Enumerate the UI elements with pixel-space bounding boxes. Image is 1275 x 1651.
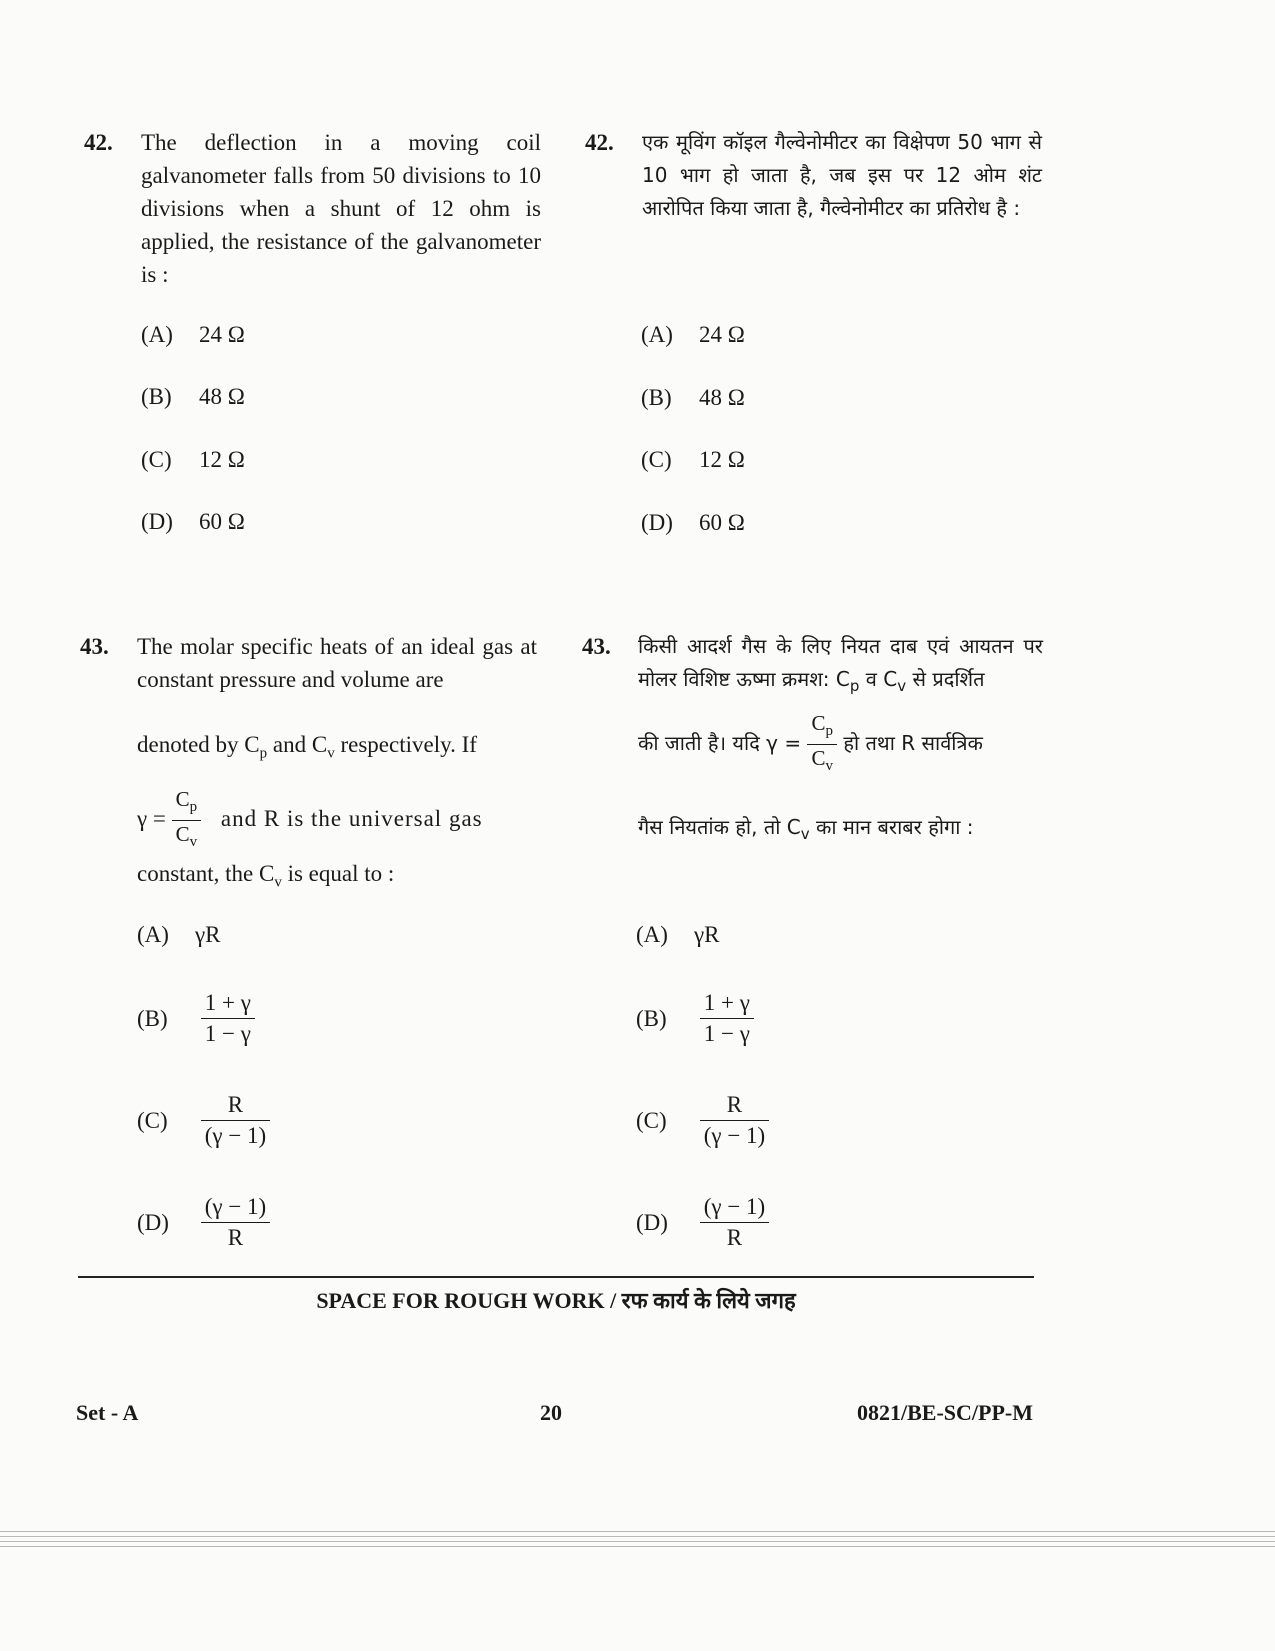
q43-question-line1-hi: किसी आदर्श गैस के लिए नियत दाब एवं आयतन पर मोलर विशिष्ट ऊष्मा क्रमश: $C_p$ व $C_v$ से प्रदर्शित <box>638 634 1043 695</box>
paper-code: 0821/BE-SC/PP-M <box>857 1400 1033 1425</box>
q42-number-hi: 42. <box>585 130 614 155</box>
q43-question-line1-en: The molar specific heats of an ideal gas at constant pressure and volume are <box>137 634 537 692</box>
q43-option-a-en: (A) γR <box>137 922 221 947</box>
q42-option-d-en: (D) 60 Ω <box>141 509 245 534</box>
q43-number-hi: 43. <box>582 634 611 659</box>
gamma-fraction-en: $\frac{C_p}{C_v}$ <box>172 788 202 853</box>
q42-question-en: The deflection in a moving coil galvanometer falls from 50 divisions to 10 divisions when a shunt of 12 ohm is applied, the resistance of the galvanometer is : <box>141 130 541 287</box>
q43-question-line4-en: constant, the $C_v$ is equal to : <box>137 861 395 891</box>
q42-option-c-hi: (C) 12 Ω <box>641 447 745 472</box>
q42-question-hi: एक मूविंग कॉइल गैल्वेनोमीटर का विक्षेपण 50 भाग से 10 भाग हो जाता है, जब इस पर 12 ओम शंट आरोपित किया जाता है, गैल्वेनोमीटर का प्रतिरोध है : <box>642 130 1042 220</box>
q42-option-b-hi: (B) 48 Ω <box>641 385 745 410</box>
q43-gamma-definition-en: γ = $\frac{C_p}{C_v}$ and R is the universal gas <box>137 788 537 853</box>
q43-option-c-hi: (C) $\frac{R}{(\gamma - 1)}$ <box>636 1092 769 1149</box>
q43-option-b-hi: (B) $\frac{1 + \gamma}{1 - \gamma}$ <box>636 990 754 1047</box>
q43-option-a-hi: (A) γR <box>636 922 720 947</box>
bottom-scan-line <box>0 1546 1275 1547</box>
q43-question-line2-en: denoted by $C_p$ and $C_v$ respectively. If <box>137 732 477 762</box>
set-label: Set - A <box>76 1400 139 1425</box>
q42-option-d-hi: (D) 60 Ω <box>641 510 745 535</box>
gamma-fraction-hi: $\frac{C_p}{C_v}$ <box>807 712 837 777</box>
bottom-scan-line <box>0 1536 1275 1537</box>
bottom-scan-line <box>0 1541 1275 1542</box>
q43-question-line3-hi: गैस नियतांक हो, तो $C_v$ का मान बराबर होगा : <box>638 815 974 843</box>
q42-number-en: 42. <box>84 130 113 155</box>
bottom-scan-line <box>0 1531 1275 1532</box>
q43-option-d-hi: (D) $\frac{(\gamma - 1)}{R}$ <box>636 1194 769 1251</box>
rough-work-heading: SPACE FOR ROUGH WORK / रफ कार्य के लिये जगह <box>316 1288 796 1313</box>
rough-work-divider <box>78 1276 1034 1278</box>
q43-question-line2-hi: की जाती है। यदि γ = $\frac{C_p}{C_v}$ हो तथा R सार्वत्रिक <box>638 712 1048 777</box>
q43-option-d-en: (D) $\frac{(\gamma - 1)}{R}$ <box>137 1194 270 1251</box>
q42-option-a-hi: (A) 24 Ω <box>641 322 745 347</box>
q42-option-a-en: (A) 24 Ω <box>141 322 245 347</box>
q43-option-b-en: (B) $\frac{1 + \gamma}{1 - \gamma}$ <box>137 990 255 1047</box>
q43-option-c-en: (C) $\frac{R}{(\gamma - 1)}$ <box>137 1092 270 1149</box>
q43-number-en: 43. <box>80 634 109 659</box>
q42-option-b-en: (B) 48 Ω <box>141 384 245 409</box>
page-number: 20 <box>540 1400 562 1425</box>
q42-option-c-en: (C) 12 Ω <box>141 447 245 472</box>
